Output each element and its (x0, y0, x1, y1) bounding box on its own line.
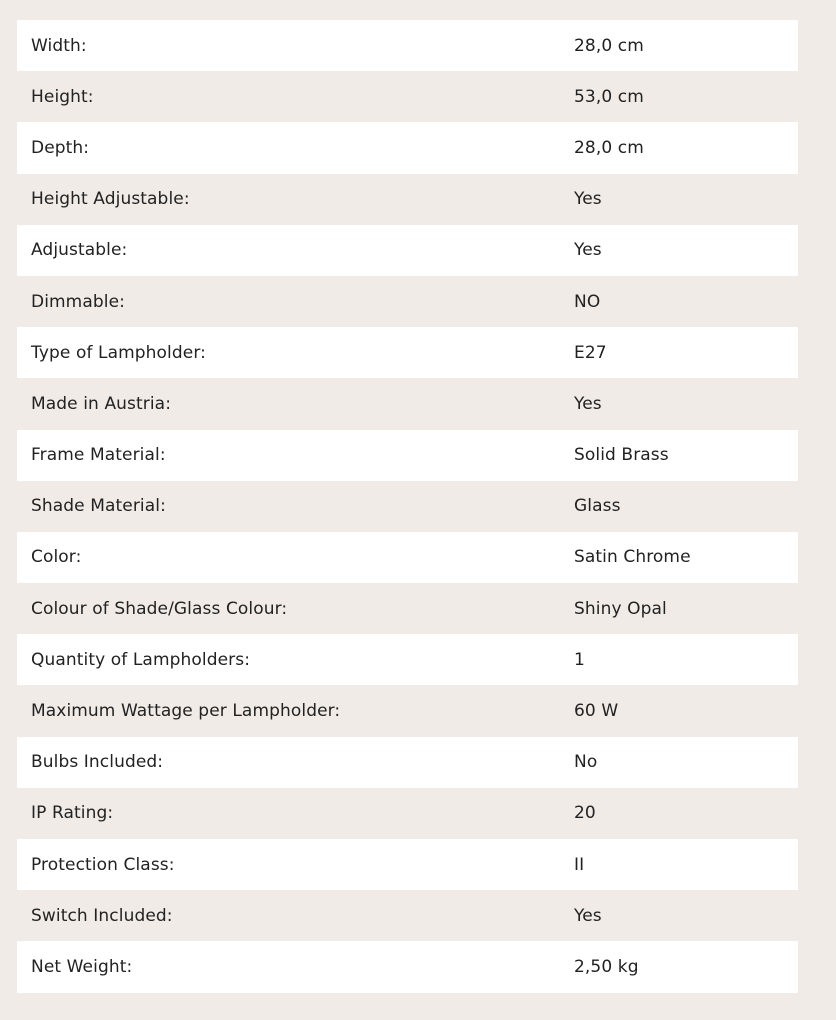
product-spec-table (17, 20, 798, 993)
spec-value: Yes (574, 905, 602, 926)
spec-value: Solid Brass (574, 445, 669, 466)
spec-row-net-weight (17, 941, 798, 992)
spec-value: Glass (574, 496, 621, 517)
spec-row-shade-material (17, 481, 798, 532)
spec-value: Yes (574, 240, 602, 261)
spec-row-width (17, 20, 798, 71)
spec-value: Yes (574, 393, 602, 414)
spec-label: Height Adjustable: (31, 189, 190, 210)
spec-label: Adjustable: (31, 240, 128, 261)
spec-label: Protection Class: (31, 854, 175, 875)
spec-row-height (17, 71, 798, 122)
spec-row-dimmable (17, 276, 798, 327)
spec-row-lampholder-type (17, 327, 798, 378)
spec-value: 1 (574, 649, 585, 670)
spec-label: Frame Material: (31, 445, 166, 466)
spec-value: 20 (574, 803, 596, 824)
spec-label: Height: (31, 86, 94, 107)
spec-row-depth (17, 122, 798, 173)
spec-row-color (17, 532, 798, 583)
spec-value: 53,0 cm (574, 86, 644, 107)
spec-row-max-wattage (17, 685, 798, 736)
spec-label: Depth: (31, 137, 90, 158)
spec-value: Shiny Opal (574, 598, 667, 619)
spec-value: NO (574, 291, 601, 312)
spec-row-made-in-austria (17, 378, 798, 429)
spec-label: Type of Lampholder: (31, 342, 206, 363)
spec-row-ip-rating (17, 788, 798, 839)
spec-label: Made in Austria: (31, 393, 172, 414)
spec-row-shade-colour (17, 583, 798, 634)
spec-value: 28,0 cm (574, 137, 644, 158)
spec-value: 28,0 cm (574, 35, 644, 56)
spec-label: Switch Included: (31, 905, 173, 926)
spec-value: E27 (574, 342, 607, 363)
spec-row-switch-included (17, 890, 798, 941)
spec-row-adjustable (17, 225, 798, 276)
spec-value: 60 W (574, 701, 619, 722)
spec-label: Colour of Shade/Glass Colour: (31, 598, 288, 619)
spec-row-frame-material (17, 430, 798, 481)
spec-row-height-adjustable (17, 174, 798, 225)
spec-label: Bulbs Included: (31, 752, 164, 773)
spec-row-protection-class (17, 839, 798, 890)
spec-label: Dimmable: (31, 291, 125, 312)
spec-label: Maximum Wattage per Lampholder: (31, 701, 341, 722)
spec-label: Shade Material: (31, 496, 166, 517)
spec-label: IP Rating: (31, 803, 114, 824)
spec-value: II (574, 854, 585, 875)
spec-label: Quantity of Lampholders: (31, 649, 251, 670)
spec-row-bulbs-included (17, 737, 798, 788)
spec-row-lampholder-quantity (17, 634, 798, 685)
spec-value: Satin Chrome (574, 547, 691, 568)
spec-label: Color: (31, 547, 82, 568)
spec-value: No (574, 752, 598, 773)
spec-label: Width: (31, 35, 87, 56)
spec-value: 2,50 kg (574, 956, 639, 977)
spec-value: Yes (574, 189, 602, 210)
spec-label: Net Weight: (31, 956, 133, 977)
